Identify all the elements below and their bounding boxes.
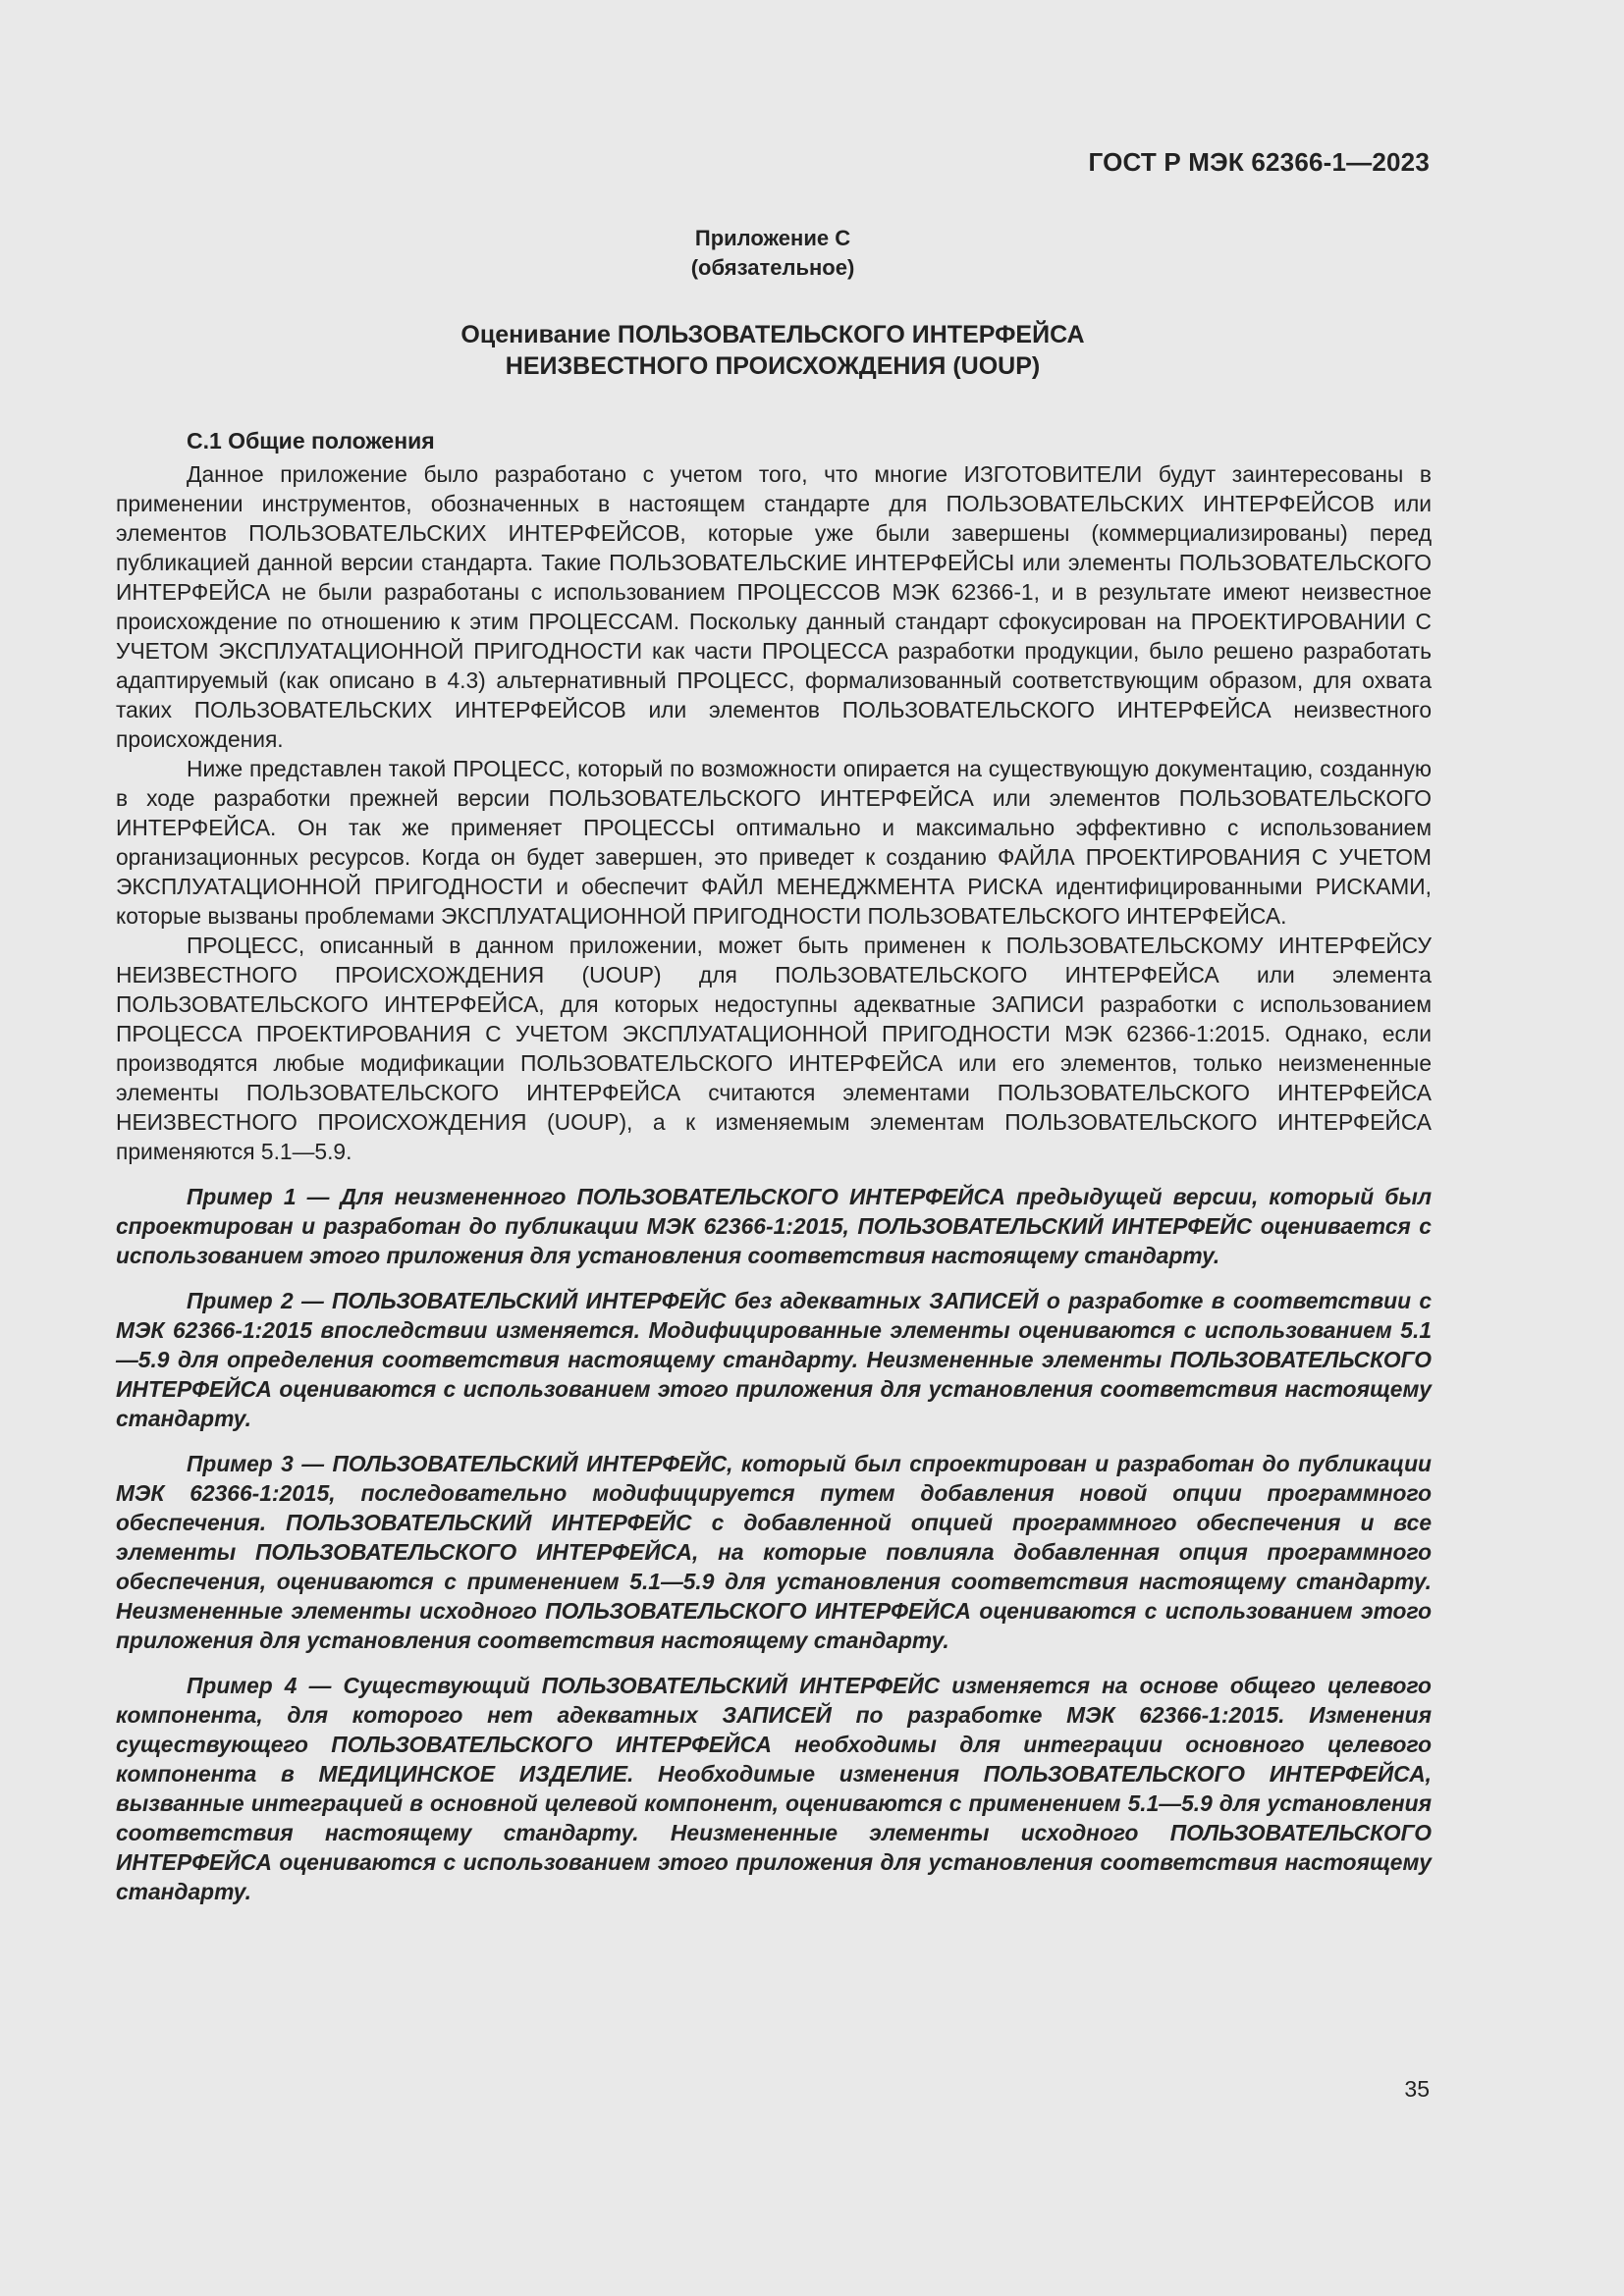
annex-label: Приложение С xyxy=(694,226,851,250)
annex-status: (обязательное) xyxy=(690,255,855,280)
paragraph: Ниже представлен такой ПРОЦЕСС, который по возможности опирается на существующую документацию, созданную в ходе разработки прежней версии ПОЛЬЗОВАТЕЛЬСКОГО ИНТЕРФЕЙСА или элементов ПОЛЬЗОВАТЕЛЬСКОГО ИНТЕРФЕЙСА. Он так же применяет ПРОЦЕССЫ оптимально и максимально эффективно с использованием организационных ресурсов. Когда он будет завершен, это приведет к созданию ФАЙЛА ПРОЕКТИРОВАНИЯ С УЧЕТОМ ЭКСПЛУАТАЦИОННОЙ ПРИГОДНОСТИ и обеспечит ФАЙЛ МЕНЕДЖМЕНТА РИСКА идентифицированными РИСКАМИ, которые вызваны проблемами ЭКСПЛУАТАЦИОННОЙ ПРИГОДНОСТИ ПОЛЬЗОВАТЕЛЬСКОГО ИНТЕРФЕЙСА. xyxy=(116,756,1432,929)
paragraph: ПРОЦЕСС, описанный в данном приложении, может быть применен к ПОЛЬЗОВАТЕЛЬСКОМУ ИНТЕРФЕЙСУ НЕИЗВЕСТНОГО ПРОИСХОЖДЕНИЯ (UOUP) для ПОЛЬЗОВАТЕЛЬСКОГО ИНТЕРФЕЙСА или элемента ПОЛЬЗОВАТЕЛЬСКОГО ИНТЕРФЕЙСА, для которых недоступны адекватные ЗАПИСИ разработки с использованием ПРОЦЕССА ПРОЕКТИРОВАНИЯ С УЧЕТОМ ЭКСПЛУАТАЦИОННОЙ ПРИГОДНОСТИ МЭК 62366-1:2015. Однако, если производятся любые модификации ПОЛЬЗОВАТЕЛЬСКОГО ИНТЕРФЕЙСА или его элементов, только неизмененные элементы ПОЛЬЗОВАТЕЛЬСКОГО ИНТЕРФЕЙСА считаются элементами ПОЛЬЗОВАТЕЛЬСКОГО ИНТЕРФЕЙСА НЕИЗВЕСТНОГО ПРОИСХОЖДЕНИЯ (UOUP), а к изменяемым элементам ПОЛЬЗОВАТЕЛЬСКОГО ИНТЕРФЕЙСА применяются 5.1—5.9. xyxy=(116,933,1432,1164)
annex-title xyxy=(0,319,1545,382)
example-1: Пример 1 — Для неизмененного ПОЛЬЗОВАТЕЛЬСКОГО ИНТЕРФЕЙСА предыдущей версии, который был спроектирован и разработан до публикации МЭК 62366-1:2015, ПОЛЬЗОВАТЕЛЬСКИЙ ИНТЕРФЕЙС оценивается с использованием этого приложения для установления соответствия настоящему стандарту. xyxy=(116,1184,1432,1268)
annex-title-line1: Оценивание ПОЛЬЗОВАТЕЛЬСКОГО ИНТЕРФЕЙСА xyxy=(460,321,1085,348)
section-body xyxy=(116,426,1432,1906)
annex-heading xyxy=(0,224,1545,283)
annex-title-line2: НЕИЗВЕСТНОГО ПРОИСХОЖДЕНИЯ (UOUP) xyxy=(505,352,1041,380)
example-3: Пример 3 — ПОЛЬЗОВАТЕЛЬСКИЙ ИНТЕРФЕЙС, который был спроектирован и разработан до публикации МЭК 62366-1:2015, последовательно модифицируется путем добавления новой опции программного обеспечения. ПОЛЬЗОВАТЕЛЬСКИЙ ИНТЕРФЕЙС с добавленной опцией программного обеспечения и все элементы ПОЛЬЗОВАТЕЛЬСКОГО ИНТЕРФЕЙСА, на которые повлияла добавленная опция программного обеспечения, оцениваются с применением 5.1—5.9 для установления соответствия настоящему стандарту. Неизмененные элементы исходного ПОЛЬЗОВАТЕЛЬСКОГО ИНТЕРФЕЙСА оцениваются с использованием этого приложения для установления соответствия настоящему стандарту. xyxy=(116,1451,1432,1653)
paragraph: Данное приложение было разработано с учетом того, что многие ИЗГОТОВИТЕЛИ будут заинтересованы в применении инструментов, обозначенных в настоящем стандарте для ПОЛЬЗОВАТЕЛЬСКИХ ИНТЕРФЕЙСОВ или элементов ПОЛЬЗОВАТЕЛЬСКИХ ИНТЕРФЕЙСОВ, которые уже были завершены (коммерциализированы) перед публикацией данной версии стандарта. Такие ПОЛЬЗОВАТЕЛЬСКИЕ ИНТЕРФЕЙСЫ или элементы ПОЛЬЗОВАТЕЛЬСКОГО ИНТЕРФЕЙСА не были разработаны с использованием ПРОЦЕССОВ МЭК 62366-1, и в результате имеют неизвестное происхождение по отношению к этим ПРОЦЕССАМ. Поскольку данный стандарт сфокусирован на ПРОЕКТИРОВАНИИ С УЧЕТОМ ЭКСПЛУАТАЦИОННОЙ ПРИГОДНОСТИ как части ПРОЦЕССА разработки продукции, было решено разработать адаптируемый (как описано в 4.3) альтернативный ПРОЦЕСС, формализованный соответствующим образом, для охвата таких ПОЛЬЗОВАТЕЛЬСКИХ ИНТЕРФЕЙСОВ или элементов ПОЛЬЗОВАТЕЛЬСКОГО ИНТЕРФЕЙСА неизвестного происхождения. xyxy=(116,461,1432,752)
example-2: Пример 2 — ПОЛЬЗОВАТЕЛЬСКИЙ ИНТЕРФЕЙС без адекватных ЗАПИСЕЙ о разработке в соответствии с МЭК 62366-1:2015 впоследствии изменяется. Модифицированные элементы оцениваются с использованием 5.1—5.9 для определения соответствия настоящему стандарту. Неизмененные элементы ПОЛЬЗОВАТЕЛЬСКОГО ИНТЕРФЕЙСА оцениваются с использованием этого приложения для установления соответствия настоящему стандарту. xyxy=(116,1288,1432,1431)
page-number: 35 xyxy=(1404,2076,1430,2102)
section-heading: С.1 Общие положения xyxy=(187,428,435,454)
example-4: Пример 4 — Существующий ПОЛЬЗОВАТЕЛЬСКИЙ ИНТЕРФЕЙС изменяется на основе общего целевого компонента, для которого нет адекватных ЗАПИСЕЙ по разработке МЭК 62366-1:2015. Изменения существующего ПОЛЬЗОВАТЕЛЬСКОГО ИНТЕРФЕЙСА необходимы для интеграции основного целевого компонента в МЕДИЦИНСКОЕ ИЗДЕЛИЕ. Необходимые изменения ПОЛЬЗОВАТЕЛЬСКОГО ИНТЕРФЕЙСА, вызванные интеграцией в основной целевой компонент, оцениваются с применением 5.1—5.9 для установления соответствия настоящему стандарту. Неизмененные элементы исходного ПОЛЬЗОВАТЕЛЬСКОГО ИНТЕРФЕЙСА оцениваются с использованием этого приложения для установления соответствия настоящему стандарту. xyxy=(116,1673,1432,1904)
document-code: ГОСТ Р МЭК 62366-1—2023 xyxy=(1088,147,1430,177)
